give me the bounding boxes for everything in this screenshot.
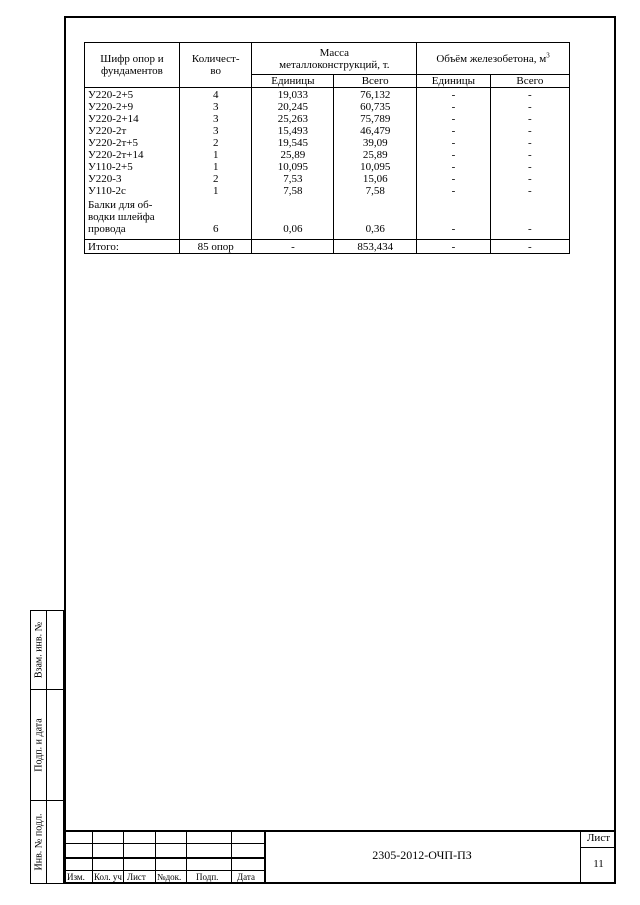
row-mass-unit: 25,89	[252, 149, 334, 161]
table-row	[85, 125, 570, 137]
row-mass-unit: 20,245	[252, 101, 334, 113]
title-col-sheet: Лист	[127, 872, 146, 882]
table-row	[85, 197, 570, 240]
row-mass-unit: 0,06	[252, 197, 334, 240]
row-mass-unit: 7,58	[252, 185, 334, 197]
row-vol-total: -	[490, 101, 569, 113]
row-mass-unit: 10,095	[252, 161, 334, 173]
row-mass-unit: 15,493	[252, 125, 334, 137]
table-row	[85, 149, 570, 161]
table-row	[85, 113, 570, 125]
row-vol-total: -	[490, 173, 569, 185]
row-qty: 1	[179, 161, 252, 173]
divider	[64, 857, 264, 859]
row-name: У220-3	[85, 173, 180, 185]
row-name: У220-2т+5	[85, 137, 180, 149]
table-row	[85, 137, 570, 149]
header-volume	[417, 43, 570, 75]
row-name: У220-2т	[85, 125, 180, 137]
side-label-orig-inv: Инв. № подл.	[33, 813, 44, 871]
table-row	[85, 173, 570, 185]
row-vol-unit: -	[417, 185, 491, 197]
row-qty: 4	[179, 88, 252, 102]
row-mass-unit: 19,545	[252, 137, 334, 149]
row-mass-total: 39,09	[334, 137, 417, 149]
row-name: У220-2+5	[85, 88, 180, 102]
document-code: 2305-2012-ОЧП-ПЗ	[372, 848, 472, 862]
divider	[64, 870, 264, 871]
title-col-docno: №док.	[157, 872, 182, 882]
total-mass-total: 853,434	[334, 240, 417, 254]
row-vol-total: -	[490, 88, 569, 102]
row-name: У110-2с	[85, 185, 180, 197]
table-row	[85, 101, 570, 113]
header-mass: Масса металлоконструкций, т.	[252, 43, 417, 75]
row-qty: 6	[179, 197, 252, 240]
divider	[92, 830, 93, 884]
table-row	[85, 88, 570, 102]
side-stamp-replaced-inv	[30, 610, 64, 690]
header-volume-sup: 3	[546, 50, 550, 59]
row-vol-total: -	[490, 185, 569, 197]
row-mass-unit: 19,033	[252, 88, 334, 102]
row-vol-total: -	[490, 197, 569, 240]
divider	[231, 830, 232, 884]
total-row	[85, 240, 570, 254]
row-vol-unit: -	[417, 125, 491, 137]
row-mass-total: 46,479	[334, 125, 417, 137]
table-row	[85, 161, 570, 173]
divider	[64, 843, 264, 844]
row-vol-total: -	[490, 125, 569, 137]
row-vol-unit: -	[417, 88, 491, 102]
title-col-date: Дата	[237, 872, 255, 882]
divider	[64, 830, 616, 832]
header-volume-total: Всего	[490, 75, 569, 88]
divider	[155, 830, 156, 884]
header-code: Шифр опор и фундаментов	[85, 43, 180, 88]
title-col-sign: Подп.	[196, 872, 219, 882]
row-vol-unit: -	[417, 197, 491, 240]
row-mass-total: 15,06	[334, 173, 417, 185]
total-label: Итого:	[85, 240, 180, 254]
sheet-number: 11	[593, 858, 604, 870]
header-mass-unit: Единицы	[252, 75, 334, 88]
total-vol-unit: -	[417, 240, 491, 254]
row-vol-unit: -	[417, 149, 491, 161]
row-mass-total: 10,095	[334, 161, 417, 173]
row-mass-unit: 25,263	[252, 113, 334, 125]
row-mass-total: 76,132	[334, 88, 417, 102]
row-name: У110-2+5	[85, 161, 180, 173]
row-name: Балки для об-водки шлейфа провода	[85, 197, 180, 240]
row-mass-total: 25,89	[334, 149, 417, 161]
side-stamp-sign-date	[30, 689, 64, 801]
row-qty: 3	[179, 101, 252, 113]
row-qty: 2	[179, 173, 252, 185]
divider	[581, 847, 616, 848]
side-label-replaced-inv: Взам. инв. №	[33, 621, 44, 679]
side-stamp-orig-inv	[30, 800, 64, 884]
side-label-sign-date: Подп. и дата	[33, 718, 44, 772]
row-mass-total: 7,58	[334, 185, 417, 197]
table-row	[85, 185, 570, 197]
row-mass-unit: 7,53	[252, 173, 334, 185]
row-mass-total: 75,789	[334, 113, 417, 125]
header-qty: Количест-во	[179, 43, 252, 88]
row-qty: 1	[179, 149, 252, 161]
sheet-label: Лист	[586, 832, 611, 844]
spec-table	[84, 42, 570, 254]
row-vol-total: -	[490, 137, 569, 149]
row-vol-unit: -	[417, 101, 491, 113]
row-qty: 3	[179, 125, 252, 137]
divider	[186, 830, 187, 884]
row-mass-total: 60,735	[334, 101, 417, 113]
total-vol-total: -	[490, 240, 569, 254]
row-name: У220-2+14	[85, 113, 180, 125]
row-vol-total: -	[490, 149, 569, 161]
row-mass-total: 0,36	[334, 197, 417, 240]
divider	[123, 830, 124, 884]
title-col-change: Изм.	[67, 872, 85, 882]
row-qty: 3	[179, 113, 252, 125]
row-vol-unit: -	[417, 173, 491, 185]
row-name: У220-2т+14	[85, 149, 180, 161]
row-name: У220-2+9	[85, 101, 180, 113]
row-qty: 1	[179, 185, 252, 197]
title-col-count: Кол. уч	[94, 872, 122, 882]
header-volume-unit: Единицы	[417, 75, 491, 88]
row-vol-unit: -	[417, 161, 491, 173]
row-vol-unit: -	[417, 137, 491, 149]
total-mass-unit: -	[252, 240, 334, 254]
total-qty: 85 опор	[179, 240, 252, 254]
row-qty: 2	[179, 137, 252, 149]
row-vol-total: -	[490, 113, 569, 125]
header-mass-total: Всего	[334, 75, 417, 88]
row-vol-unit: -	[417, 113, 491, 125]
row-vol-total: -	[490, 161, 569, 173]
title-block	[64, 830, 616, 884]
header-volume-text: Объём железобетона, м	[436, 52, 547, 65]
